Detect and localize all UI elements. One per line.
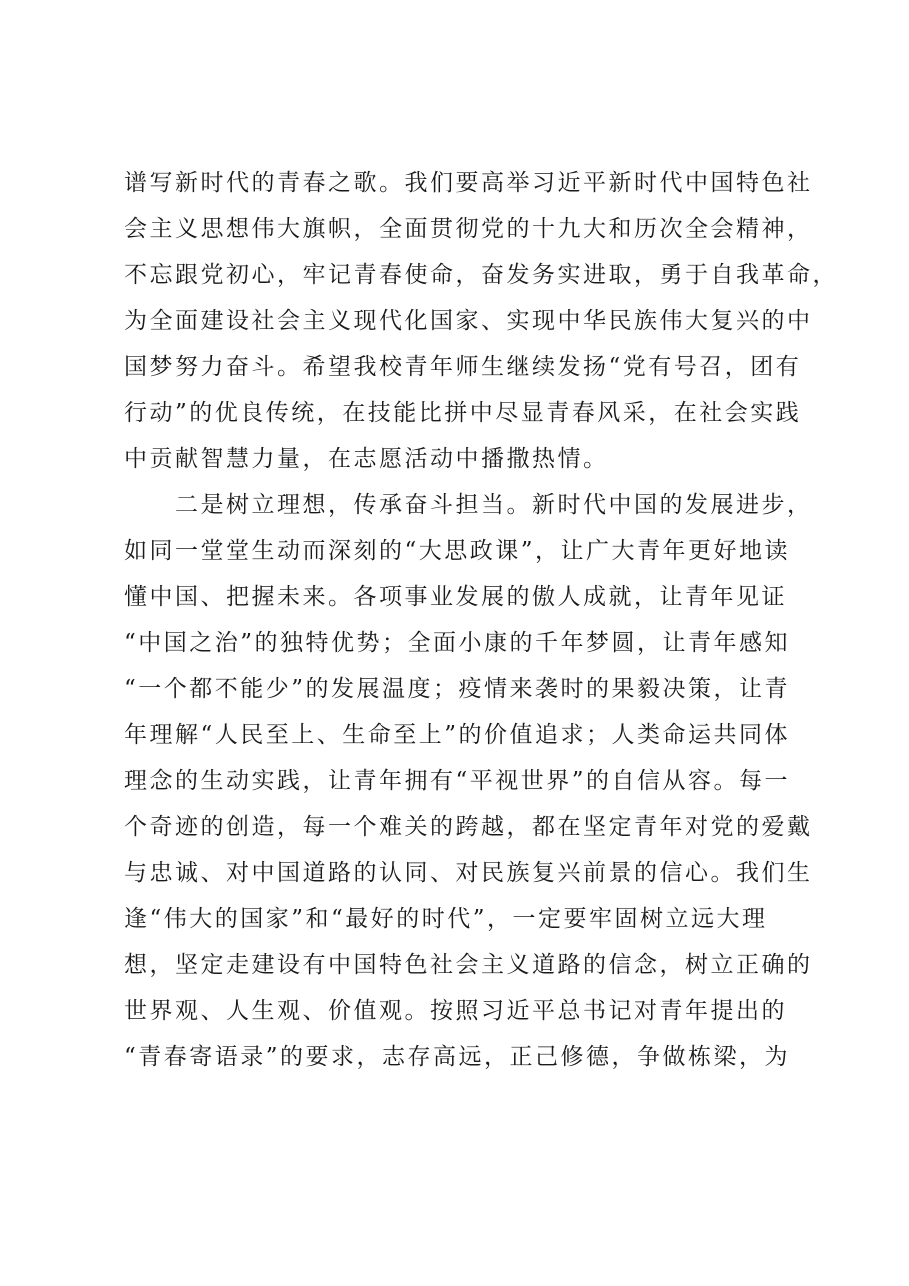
text-line: 与忠诚、对中国道路的认同、对民族复兴前景的信心。我们生	[124, 860, 813, 886]
text-line: 中贡献智慧力量，在志愿活动中播撒热情。	[124, 446, 609, 472]
text-line: 个奇迹的创造，每一个难关的跨越，都在坚定青年对党的爱戴	[124, 814, 813, 840]
text-line: 如同一堂堂生动而深刻的“大思政课”，让广大青年更好地读	[124, 538, 791, 564]
text-line: 懂中国、把握未来。各项事业发展的傲人成就，让青年见证	[124, 584, 787, 610]
text-line: 逢“伟大的国家”和“最好的时代”，一定要牢固树立远大理	[124, 906, 768, 932]
paragraph-start-line: 二是树立理想，传承奋斗担当。新时代中国的发展进步，	[124, 492, 813, 518]
text-line: 世界观、人生观、价值观。按照习近平总书记对青年提出的	[124, 998, 787, 1024]
text-line: “一个都不能少”的发展温度；疫情来袭时的果毅决策，让青	[124, 676, 791, 702]
text-line: 谱写新时代的青春之歌。我们要高举习近平新时代中国特色社	[124, 170, 813, 196]
text-line: 年理解“人民至上、生命至上”的价值追求；人类命运共同体	[124, 722, 791, 748]
text-line: “中国之治”的独特优势；全面小康的千年梦圆，让青年感知	[124, 630, 791, 656]
text-line: “青春寄语录”的要求，志存高远，正己修德，争做栋梁，为	[124, 1044, 791, 1070]
text-line: 想，坚定走建设有中国特色社会主义道路的信念，树立正确的	[124, 952, 813, 978]
text-line: 国梦努力奋斗。希望我校青年师生继续发扬“党有号召，团有	[124, 354, 802, 380]
text-line: 为全面建设社会主义现代化国家、实现中华民族伟大复兴的中	[124, 308, 813, 334]
text-line: 会主义思想伟大旗帜，全面贯彻党的十九大和历次全会精神，	[124, 216, 813, 242]
body-text	[124, 160, 838, 1080]
text-line: 理念的生动实践，让青年拥有“平视世界”的自信从容。每一	[124, 768, 791, 794]
text-line: 不忘跟党初心，牢记青春使命，奋发务实进取，勇于自我革命，	[124, 262, 838, 288]
text-line: 行动”的优良传统，在技能比拼中尽显青春风采，在社会实践	[124, 400, 802, 426]
